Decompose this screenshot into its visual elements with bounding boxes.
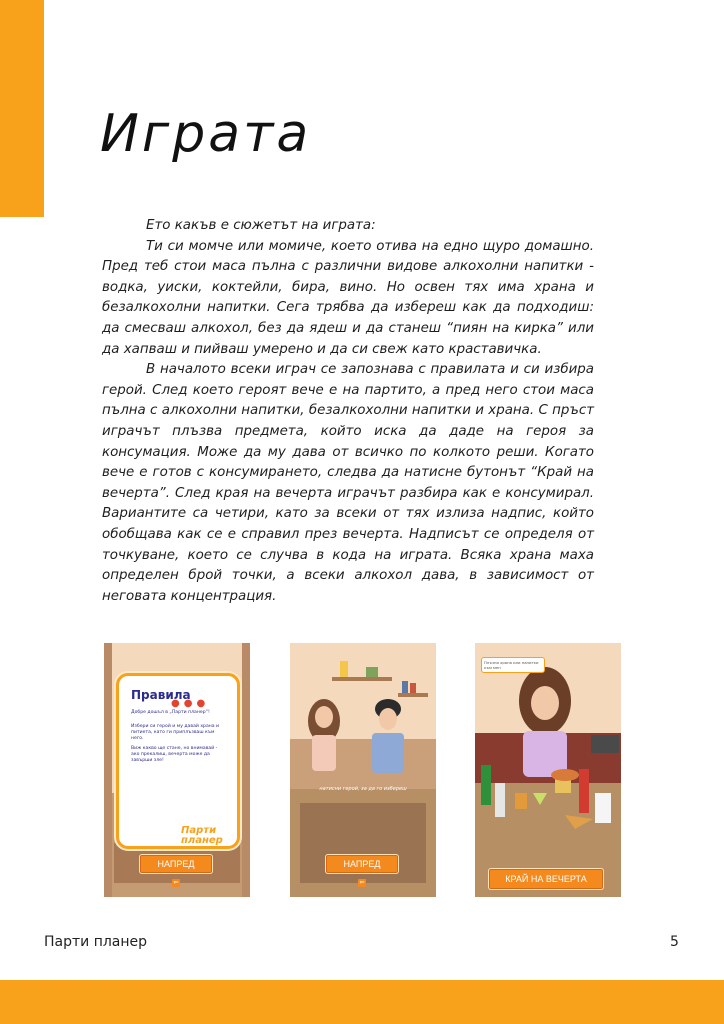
end-of-night-button[interactable]: КРАЙ НА ВЕЧЕРТА: [489, 869, 603, 889]
game-screenshots: [0, 643, 724, 899]
logo-line-2: планер: [181, 835, 223, 846]
bottom-accent-bar: [0, 980, 724, 1024]
rules-line-3: Виж какво ще стане, но внимавай - ако прекалиш, вечерта може да завърши зле!: [131, 746, 218, 763]
body-text: [102, 216, 594, 607]
back-arrow-icon[interactable]: ⇐: [173, 879, 179, 886]
screenshot-choose-hero: [290, 643, 436, 897]
party-planner-logo: [181, 826, 223, 846]
rules-card: [116, 673, 240, 849]
footer-title: Парти планер: [44, 934, 148, 950]
ring-binder-icon: ●●●: [171, 698, 210, 709]
paragraph-1: Ето какъв е сюжетът на играта:: [146, 218, 376, 233]
logo-line-1: Парти: [181, 825, 217, 836]
screenshot-party-table: [475, 643, 621, 897]
screenshot-rules: [104, 643, 250, 897]
rules-line-1: Добре дошъл в „Парти планер“!: [131, 710, 210, 715]
paragraph-3: В началото всеки играч се запознава с правилата и си избира герой. След което героят вече е на партито, а пред него стои маса пълна с алкохолни напитки, безалкохолни напитки и храна. С пръст играчът плъзва предмета, който иска да даде на героя за консумация. Може да му дава от всичко по колкото реши. Когато вече е готов с консумирането, следва да натисне бутонът “Край на вечерта”. След края на вечерта играчът разбира как е консумирал. Вариантите са четири, като за всеки от тях излиза надпис, който обобщава как се е справил през вечерта. Надписът се определя от точкуване, което се случва в кода на играта. Всяка храна маха определен брой точки, а всеки алкохол дава, в зависимост от неговата концентрация.: [102, 362, 594, 604]
next-button[interactable]: НАПРЕД: [326, 855, 398, 873]
choose-hero-hint: натисни герой, за да го избереш: [319, 786, 407, 792]
party-table-scene: [475, 643, 621, 897]
page-title: Играта: [100, 104, 312, 164]
back-arrow-icon[interactable]: ⇐: [359, 879, 365, 886]
paragraph-2: Ти си момче или момиче, което отива на едно щуро домашно. Пред теб стои маса пълна с различни видове алкохолни напитки - водка, уиски, коктейли, бира, вино. Но освен тях има храна и безалкохолни напитки. Сега трябва да избереш как да подходиш: да смесваш алкохол, без да ядеш и да станеш “пиян на кирка” или да хапваш и пийваш умерено и да си свеж като краставичка.: [102, 238, 594, 357]
instruction-bubble: Плъзни храна или напитки към мен: [481, 657, 545, 673]
corner-accent-block: [0, 0, 44, 217]
rules-line-2: Избери си герой и му давай храна и питиета, като ги приплъзваш към него.: [131, 724, 220, 741]
next-button[interactable]: НАПРЕД: [140, 855, 212, 873]
page-number: 5: [670, 934, 679, 950]
rules-title: Правила: [131, 688, 191, 702]
